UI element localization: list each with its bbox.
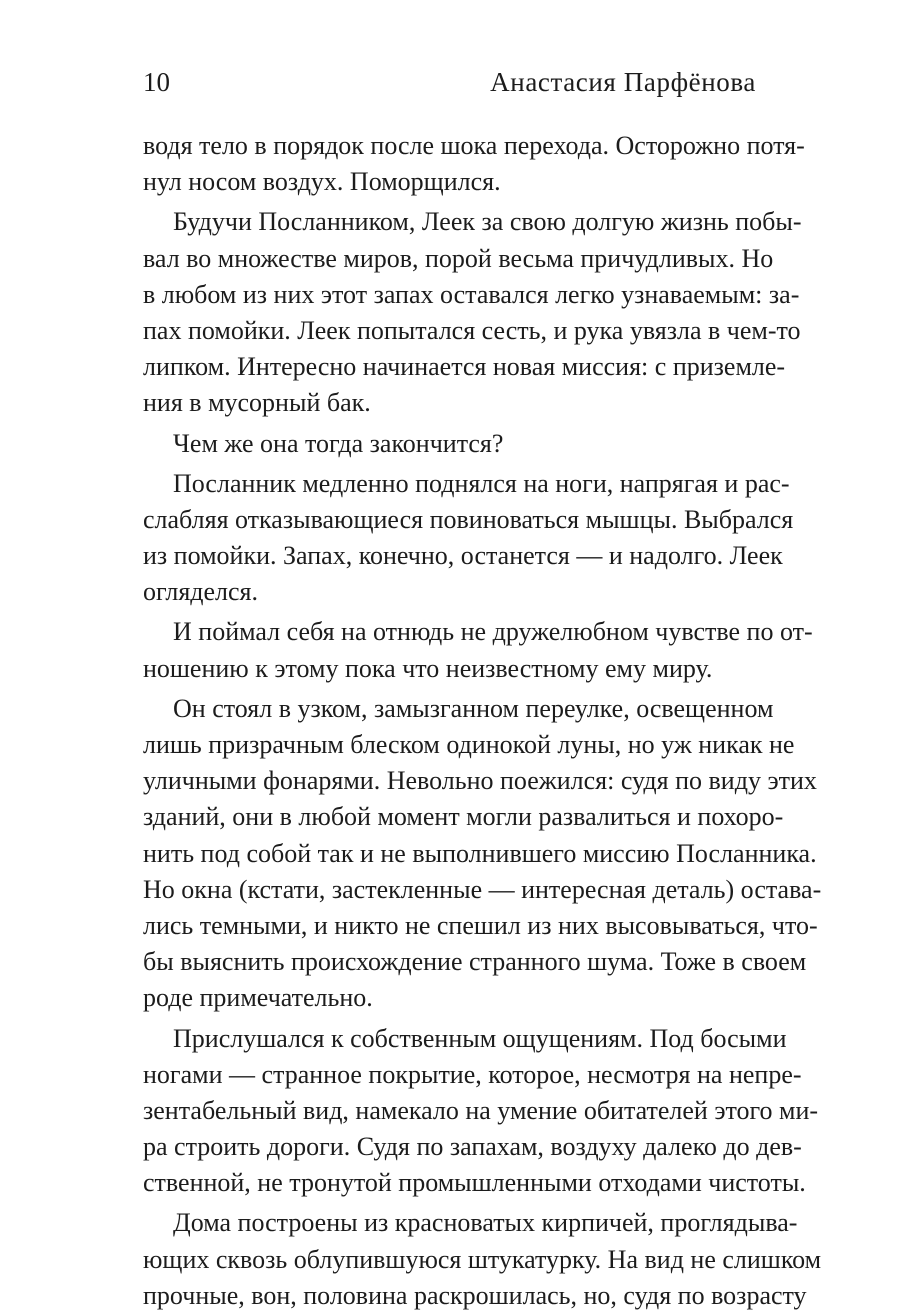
paragraph [143,466,794,611]
paragraph [143,1021,819,1202]
text-line: лишь призрачным блеском одинокой луны, но уж никак не [143,730,795,759]
text-line: нить под собой так и не выполнившего миссию Посланника. [143,838,817,868]
text-line: Но окна (кстати, застекленные — интересная деталь) остава- [143,874,822,904]
text-line: ношению к этому пока что неизвестному ему миру. [143,653,713,683]
text-line: нул носом воздух. Поморщился. [143,167,501,197]
paragraph [143,128,805,200]
paragraph [143,426,757,462]
paragraph [143,691,822,1017]
text-line: уличными фонарями. Невольно поежился: судя по виду этих [143,766,817,796]
text-line: ра строить дороги. Судя по запахам, воздуху далеко до дев- [143,1132,802,1162]
text-line: слабляя отказывающиеся повиноваться мышцы. Выбрался [143,504,794,534]
text-line: зентабельный вид, намекало на умение обитателей этого ми- [143,1095,819,1125]
text-line: ющих сквозь облупившуюся штукатурку. На вид не слишком [143,1244,822,1274]
text-line: вал во множестве миров, порой весьма причудливых. Но [143,243,774,273]
text-line: ногами — странное покрытие, которое, несмотря на непре- [143,1059,802,1089]
text-line: бы выяснить происхождение странного шума. Тоже в своем [143,947,807,977]
paragraph [143,1205,822,1314]
text-line: Чем же она тогда закончится? [173,428,504,458]
text-line: Он стоял в узком, замызганном переулке, освещенном [173,693,774,723]
text-line: Прислушался к собственным ощущениям. Под босыми [173,1023,787,1053]
text-line: зданий, они в любой момент могли развалиться и похоро- [143,802,784,832]
running-head: Анастасия Парфёнова [490,67,756,97]
text-line: Дома построены из красноватых кирпичей, проглядыва- [173,1208,798,1238]
text-line: ния в мусорный бак. [143,388,371,418]
text-line: Посланник медленно поднялся на ноги, напрягая и рас- [173,468,790,498]
text-line: Будучи Посланником, Леек за свою долгую жизнь побы- [173,207,802,237]
text-line: из помойки. Запах, конечно, останется — и надолго. Леек [143,541,783,571]
paragraph [143,614,813,686]
text-line: лись темными, и никто не спешил из них высовываться, что- [143,910,818,940]
text-line: роде примечательно. [143,983,373,1013]
paragraph [143,204,802,421]
text-line: в любом из них этот запах оставался легко узнаваемым: за- [143,279,800,309]
page-number: 10 [143,67,170,97]
text-line: липком. Интересно начинается новая миссия: с приземле- [143,352,786,382]
text-line: И поймал себя на отнюдь не дружелюбном чувстве по от- [173,617,813,647]
text-line: водя тело в порядок после шока перехода. Осторожно потя- [143,131,805,160]
text-line: огляделся. [143,577,259,607]
text-line: прочные, вон, половина раскрошилась, но, судя по возрасту [143,1280,807,1310]
text-line: пах помойки. Леек попытался сесть, и рука увязла в чем-то [143,315,801,345]
text-line: ственной, не тронутой промышленными отходами чистоты. [143,1168,806,1198]
body-text [143,128,822,1314]
